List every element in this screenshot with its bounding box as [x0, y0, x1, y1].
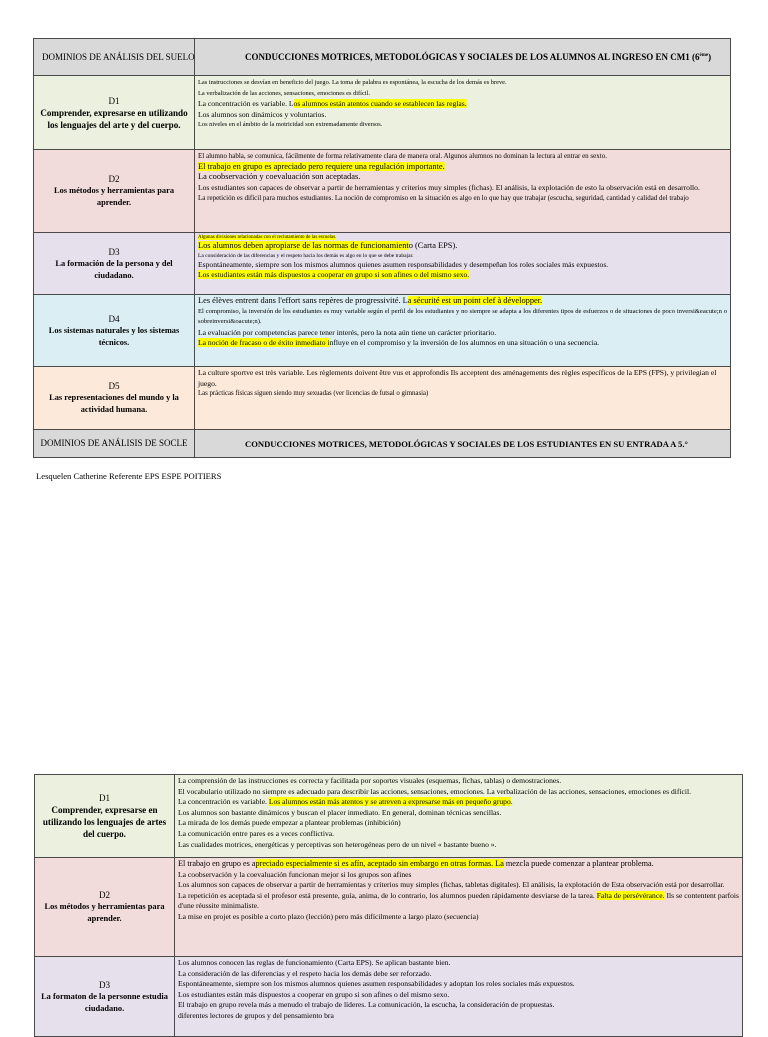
domain-text-d2: El alumno habla, se comunica, fácilmente de forma relativamente clara de manera oral. Algunos alumnos no dominan la lectura al entrar en sexto. El trabajo en grupo es apreciado pero requiere una regulación importante. La coobservación y coevaluación son aceptadas. Los estudiantes son capaces de observar a partir de herramientas y criterios muy simples (fichas). El análisis, la explotación de esto la observación está en desarrollo. La repetición es difícil para muchos estudiantes. La noción de compromiso en la situación es algo en lo que hay que trabajar (escucha, seguridad, cantidad y calidad del trabajo	[195, 150, 731, 233]
author-credit: Lesquelen Catherine Referente EPS ESPE POITIERS	[36, 471, 222, 481]
domain-text-d1: Las instrucciones se desvían en beneficio del juego. La toma de palabra es espontánea, la escucha de los demás es breve. La verbalización de las acciones, sensaciones, emociones es difícil. La concentración es variable. Los alumnos están atentos cuando se establecen las reglas. Los alumnos son dinámicos y voluntarios. Los niveles en el ámbito de la motricidad son extremadamente diversos.	[195, 76, 731, 150]
table-footer-header-row	[34, 430, 731, 458]
table-row-d3	[34, 233, 731, 295]
domain-text-d2: El trabajo en grupo es apreciado especialmente si es afín, aceptado sin embargo en otras formas. La mezcla puede comenzar a plantear problema. La coobservación y la coevaluación funcionan mejor si los grupos son afines Los alumnos son capaces de observar a partir de herramientas y criterios muy simples (fichas, tabletas digitales). El análisis, la explotación de Esta observación está por desarrollar. La repetición es aceptada si el profesor está presente, guía, anima, de lo contrario, los alumnos pueden rápidamente desviarse de la tarea. Falta de persévérance. Ils se contentent parfois d'une réussite minimaliste. La mise en projet es posible a corto plazo (lección) pero más difícilmente a largo plazo (secuencia)	[175, 858, 743, 957]
footer-header-behaviors: CONDUCCIONES MOTRICES, METODOLÓGICAS Y SOCIALES DE LOS ESTUDIANTES EN SU ENTRADA A 5.°	[195, 430, 731, 458]
table-row-d1	[35, 775, 743, 858]
domain-label-d1: D1 Comprender, expresarse en utilizando los lenguajes del arte y del cuerpo.	[34, 76, 195, 150]
domain-text-d3: Algunas divisiones relacionadas con el reclutamiento de las escuelas. Los alumnos deben apropiarse de las normas de funcionamiento (Carta EPS). La consideración de las diferencias y el respeto hacia los demás es algo en lo que se debe trabajar. Espontáneamente, siempre son los mismos alumnos quienes asumen responsabilidades y desempeñan los roles sociales más expuestos. Los estudiantes están más dispuestos a cooperar en grupo si son afines o del mismo sexo.	[195, 233, 731, 295]
domain-label-d3: D3 La formaton de la personne estudia ciudadano.	[35, 957, 175, 1037]
domain-label-d1: D1 Comprender, expresarse en utilizando los lenguajes de artes del cuerpo.	[35, 775, 175, 858]
soil-analysis-table	[33, 38, 731, 458]
footer-header-domains: DOMINIOS DE ANÁLISIS DE SOCLE	[34, 430, 195, 458]
domain-text-d1: La comprensión de las instrucciones es correcta y facilitada por soportes visuales (esquemas, fichas, tablas) o demostraciones. El vocabulario utilizado no siempre es adecuado para describir las acciones, sensaciones, emociones. La verbalización de las acciones, sensaciones, emociones es difícil. La concentración es variable. Los alumnos están más atentos y se atreven a expresarse más en pequeño grupo. Los alumnos son bastante dinámicos y buscan el placer inmediato. En general, dominan técnicas sencillas. La mirada de los demás puede empezar a plantear problemas (inhibición) La comunicación entre pares es a veces conflictiva. Las cualidades motrices, energéticas y perceptivas son heterogéneas pero de un nivel « bastante bueno ».	[175, 775, 743, 858]
domain-text-d4: Les élèves entrent dans l'effort sans repères de progressivité. La sécurité est un point clef à développer. El compromiso, la inversión de los estudiantes es muy variable según el perfil de los estudiantes y no siempre se adapta a los diferentes tipos de esfuerzos o de situaciones de poco inversi&eacute;n o sobreinversi&oacute;n). La evaluación por competencias parece tener interés, pero la nota aún tiene un carácter prioritario. La noción de fracaso o de éxito inmediato influye en el compromiso y la inversión de los alumnos en una situación o una secuencia.	[195, 295, 731, 367]
table-row-d3	[35, 957, 743, 1037]
student-entry-table	[34, 774, 743, 1037]
domain-label-d2: D2 Los métodos y herramientas para aprender.	[34, 150, 195, 233]
table-row-d1	[34, 76, 731, 150]
table-row-d2	[34, 150, 731, 233]
table-row-d2	[35, 858, 743, 957]
table-header-row	[34, 39, 731, 76]
domain-label-d4: D4 Los sistemas naturales y los sistemas técnicos.	[34, 295, 195, 367]
domain-label-d3: D3 La formación de la persona y del ciudadano.	[34, 233, 195, 295]
table-row-d4	[34, 295, 731, 367]
domain-text-d5: La culture sportve est très variable. Les règlements doivent être vus et approfondis Ils acceptent des aménagements des règles específicos de la EPS (FPS), y privilegian el juego. Las prácticas físicas siguen siendo muy sexuadas (ver licencias de futsal o gimnasia)	[195, 367, 731, 430]
header-domains: DOMINIOS DE ANÁLISIS DEL SUELO	[34, 39, 195, 76]
domain-text-d3: Los alumnos conocen las reglas de funcionamiento (Carta EPS). Se aplican bastante bien. La consideración de las diferencias y el respeto hacia los demás debe ser reforzado. Espontáneamente, siempre son los mismos alumnos quienes asumen responsabilidades y adoptan los roles sociales más expuestos. Los estudiantes están más dispuestos a cooperar en grupo si son afines o del mismo sexo. El trabajo en grupo revela más a menudo el trabajo de líderes. La comunicación, la escucha, la consideración de propuestas. diferentes lectores de grupos y del pensamiento bra	[175, 957, 743, 1037]
domain-label-d2: D2 Los métodos y herramientas para aprender.	[35, 858, 175, 957]
domain-label-d5: D5 Las representaciones del mundo y la actividad humana.	[34, 367, 195, 430]
header-behaviors: CONDUCCIONES MOTRICES, METODOLÓGICAS Y SOCIALES DE LOS ALUMNOS AL INGRESO EN CM1 (6ème)	[195, 39, 731, 76]
table-row-d5	[34, 367, 731, 430]
